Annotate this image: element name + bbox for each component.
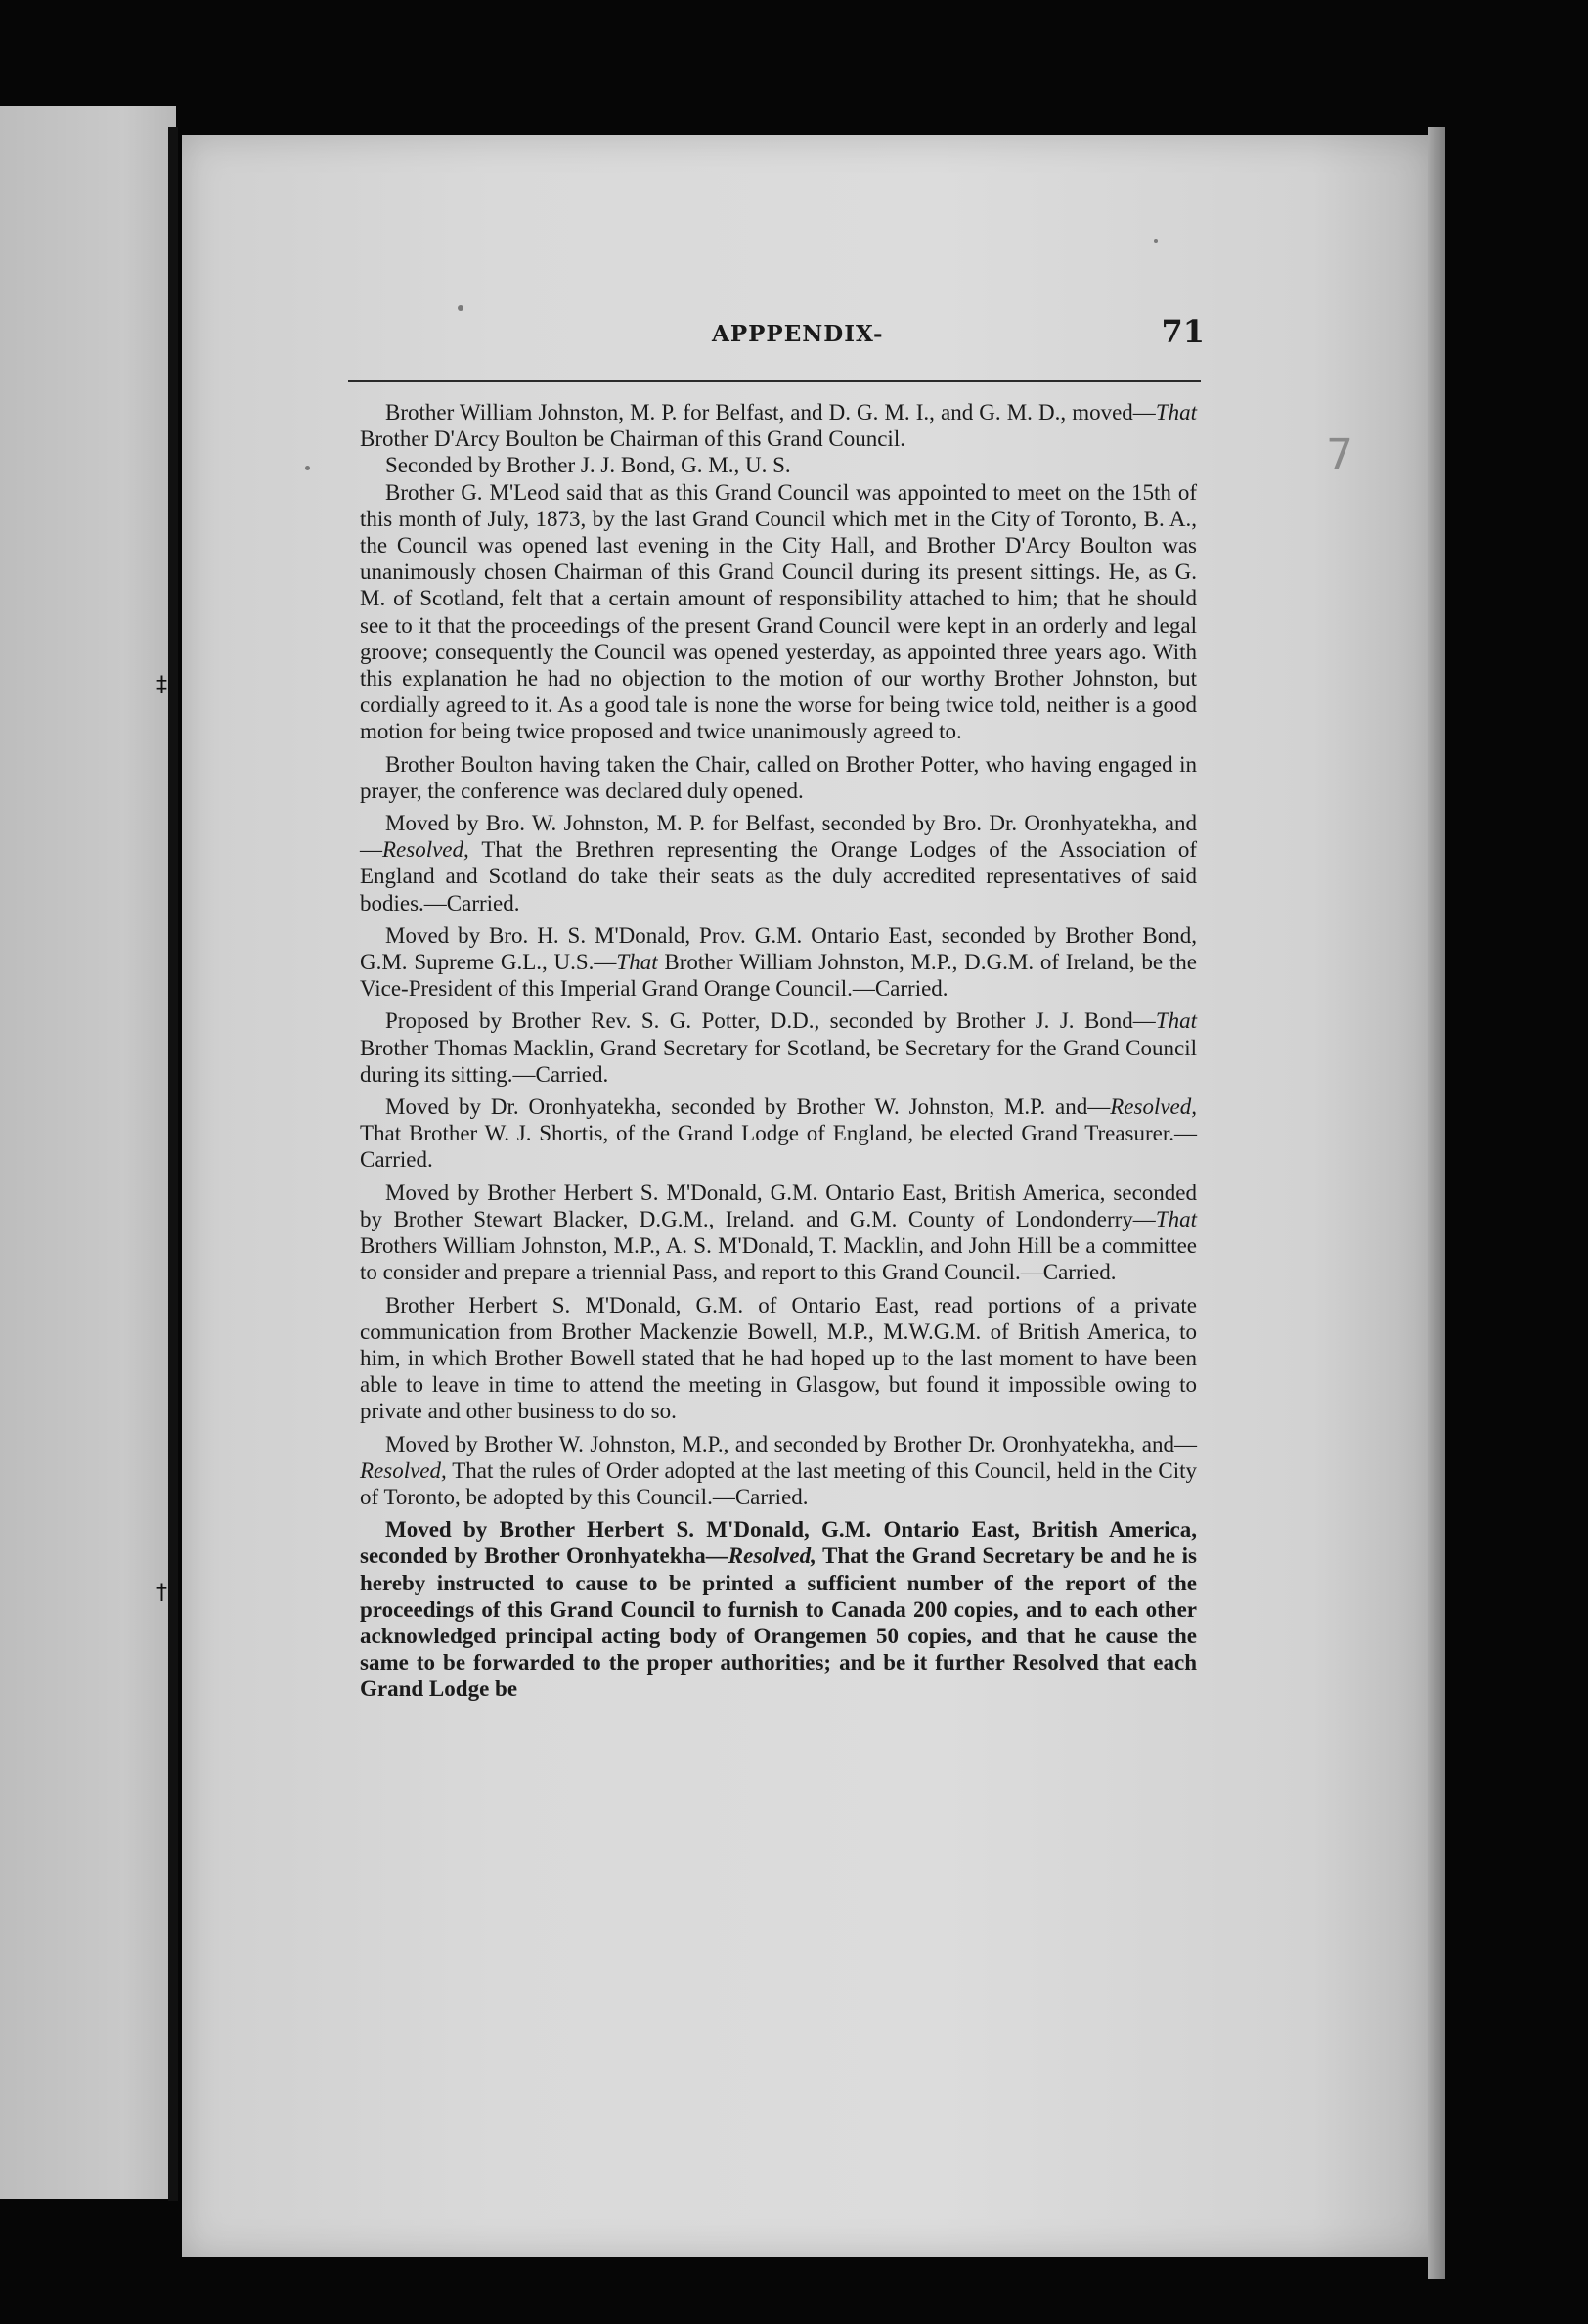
page-edge-shadow xyxy=(1428,127,1445,2279)
binding-gutter xyxy=(168,127,178,2201)
running-head: APPPENDIX- xyxy=(712,321,884,347)
paragraph: Moved by Brother W. Johnston, M.P., and seconded by Brother Dr. Oronhyatekha, and—Resolved, That the rules of Order adopted at the last meeting of this Council, held in the City of Toronto, be adopted by this Council.—Carried. xyxy=(360,1431,1197,1509)
paragraph: Moved by Bro. W. Johnston, M. P. for Belfast, seconded by Bro. Dr. Oronhyatekha, and—Resolved, That the Brethren representing the Orange Lodges of the Association of England and Scotland do take their seats as the duly accredited representatives of said bodies.—Carried. xyxy=(360,811,1197,916)
page-header xyxy=(344,313,1205,372)
dust-speck xyxy=(1154,239,1158,243)
facing-page-edge xyxy=(0,106,176,2199)
paragraph: Moved by Bro. H. S. M'Donald, Prov. G.M. Ontario East, seconded by Brother Bond, G.M. Supreme G.L., U.S.—That Brother William Johnston, M.P., D.G.M. of Ireland, be the Vice-President of this Imperial Grand Orange Council.—Carried. xyxy=(360,922,1197,1002)
paragraph: Brother G. M'Leod said that as this Grand Council was appointed to meet on the 15th of this month of July, 1873, by the last Grand Council which met in the City of Toronto, B. A., the Council was opened last evening in the City Hall, and Brother D'Arcy Boulton was unanimously chosen Chairman of this Grand Council during its present sittings. He, as G. M. of Scotland, felt that a certain amount of responsibility attached to him; that he should see to it that the proceedings of the present Grand Council were kept in an orderly and legal groove; consequently the Council was opened yesterday, as appointed three years ago. With this explanation he had no objection to the motion of our worthy Brother Johnston, but cordially agreed to it. As a good tale is none the worse for being twice told, neither is a good motion for being twice proposed and twice unanimously agreed to. xyxy=(360,479,1197,744)
margin-handwriting: 7 xyxy=(1326,430,1353,480)
paragraph: Moved by Dr. Oronhyatekha, seconded by Brother W. Johnston, M.P. and—Resolved, That Brother W. J. Shortis, of the Grand Lodge of England, be elected Grand Treasurer.—Carried. xyxy=(360,1095,1197,1173)
body-text xyxy=(360,399,1197,1703)
dust-speck xyxy=(458,305,463,311)
paragraph: Brother William Johnston, M. P. for Belfast, and D. G. M. I., and G. M. D., moved—That Brother D'Arcy Boulton be Chairman of this Grand Council. xyxy=(360,400,1197,452)
binding-mark: ‡ xyxy=(156,673,167,697)
paragraph: Brother Herbert S. M'Donald, G.M. of Ontario East, read portions of a private communication from Brother Mackenzie Bowell, M.P., M.W.G.M. of British America, to him, in which Brother Bowell stated that he had hoped up to the last moment to have been able to leave in time to attend the meeting in Glasgow, but found it impossible owing to private and other business to do so. xyxy=(360,1292,1197,1424)
paragraph: Moved by Brother Herbert S. M'Donald, G.M. Ontario East, British America, seconded by Brother Stewart Blacker, D.G.M., Ireland. and G.M. County of Londonderry—That Brothers William Johnston, M.P., A. S. M'Donald, T. Macklin, and John Hill be a committee to consider and prepare a triennial Pass, and report to this Grand Council.—Carried. xyxy=(360,1180,1197,1285)
dust-speck xyxy=(305,466,310,470)
header-rule xyxy=(348,380,1201,382)
page-number: 71 xyxy=(1161,313,1205,350)
paragraph: Proposed by Brother Rev. S. G. Potter, D.D., seconded by Brother J. J. Bond—That Brother Thomas Macklin, Grand Secretary for Scotland, be Secretary for the Grand Council during its sitting.—Carried. xyxy=(360,1008,1197,1087)
paragraph: Brother Boulton having taken the Chair, called on Brother Potter, who having engaged in prayer, the conference was declared duly opened. xyxy=(360,751,1197,803)
binding-mark: † xyxy=(156,1581,167,1605)
paragraph: Moved by Brother Herbert S. M'Donald, G.M. Ontario East, British America, seconded by Brother Oronhyatekha—Resolved, That the Grand Secretary be and he is hereby instructed to cause to be printed a sufficient number of the report of the proceedings of this Grand Council to furnish to Canada 200 copies, and to each other acknowledged principal acting body of Orangemen 50 copies, and that he cause the same to be forwarded to the proper authorities; and be it further Resolved that each Grand Lodge be xyxy=(360,1517,1198,1702)
paragraph: Seconded by Brother J. J. Bond, G. M., U. S. xyxy=(385,453,791,478)
